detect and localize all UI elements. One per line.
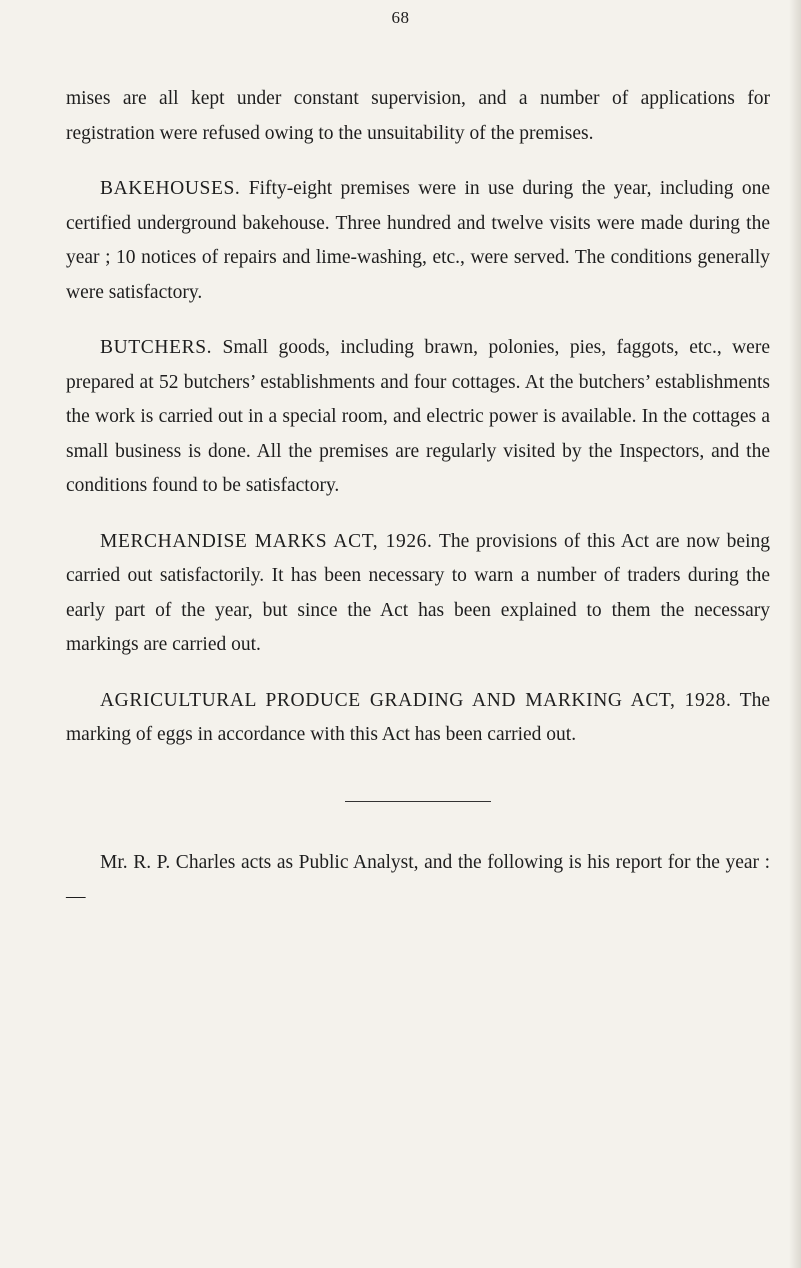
paragraph-bakehouses (66, 172, 770, 310)
paragraph-text: mises are all kept under constant supervision, and a number of applications for registration were refused owing to the unsuitability of the premises. (66, 88, 770, 144)
paragraph-text: Mr. R. P. Charles acts as Public Analyst, and the following is his report for the year :— (66, 851, 770, 907)
paragraph-text: Small goods, including brawn, polonies, pies, faggots, etc., were prepared at 52 butchers’ establishments and four cottages. At the butchers’ establishments the work is carried out in a special room, and electric power is available. In the cottages a small business is done. All the premises are regularly visited by the Inspectors, and the conditions found to be satisfactory. (66, 337, 770, 496)
paragraph-butchers (66, 331, 770, 504)
section-heading: MERCHANDISE MARKS ACT, 1926. (100, 530, 433, 552)
section-heading: AGRICULTURAL PRODUCE GRADING AND MARKING ACT, 1928. (100, 689, 732, 711)
paragraph-text: Fifty-eight premises were in use during the year, including one certified underground bakehouse. Three hundred and twelve visits were made during the year ; 10 notices of repairs and lime-washing, etc., were served. The conditions generally were satisfactory. (66, 178, 770, 303)
section-divider (345, 801, 491, 802)
paragraph-continuation (66, 82, 770, 151)
closing-paragraph (66, 846, 770, 915)
paragraph-merchandise-marks-act (66, 525, 770, 663)
page-number: 68 (391, 8, 410, 27)
page-edge-shadow (789, 0, 801, 1268)
paragraph-text: The marking of eggs in accordance with this Act has been carried out. (66, 689, 770, 745)
section-heading: BAKEHOUSES. (100, 178, 241, 199)
paragraph-text: The provisions of this Act are now being carried out satisfactorily. It has been necessary to warn a number of traders during the early part of the year, but since the Act has been explained to them the necessary markings are carried out. (66, 530, 770, 655)
section-heading: BUTCHERS. (100, 337, 213, 358)
document-body (66, 82, 770, 936)
paragraph-agricultural-produce-act (66, 684, 770, 753)
